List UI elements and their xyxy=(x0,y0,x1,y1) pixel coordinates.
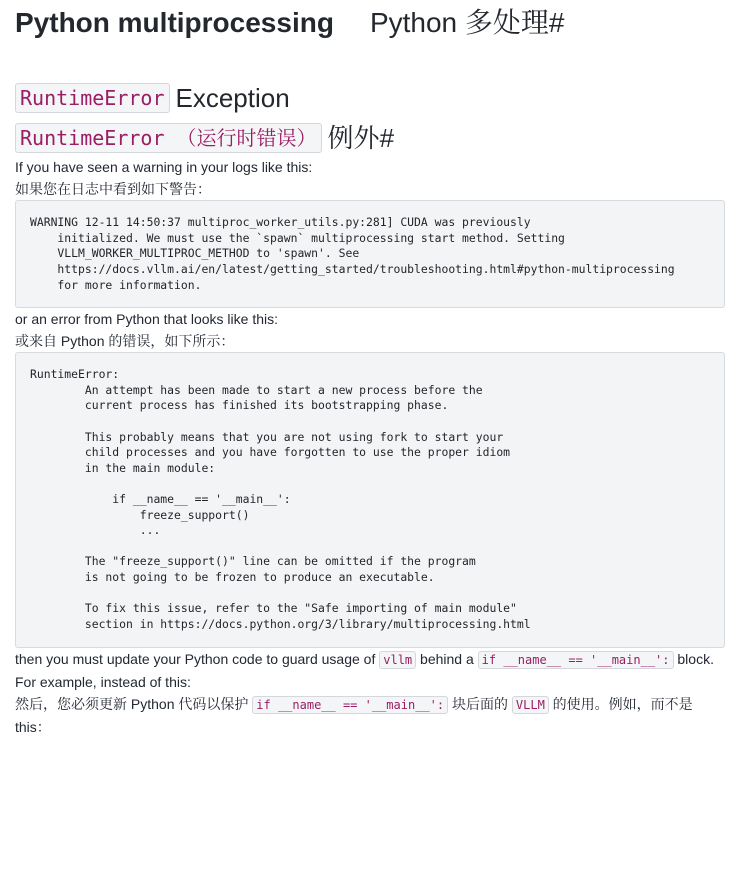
section-title-cn: 例外# xyxy=(327,123,395,154)
inline-code-main-guard-cn: if __name__ == '__main__': xyxy=(252,696,448,714)
paragraph-guard-instruction-cn: 然后，您必须更新 Python 代码以保护 if __name__ == '__main__': 块后面的 VLLM 的使用。例如，而不是 this： xyxy=(15,696,693,736)
inline-code-vllm-cn: VLLM xyxy=(512,696,549,714)
page-title-en: Python multiprocessing xyxy=(15,7,334,38)
heading-anchor-link[interactable]: # xyxy=(548,7,565,38)
paragraph-warning-intro-cn: 如果您在日志中看到如下警告： xyxy=(15,181,211,198)
page-title-cn: Python 多处理 xyxy=(369,7,549,38)
section-heading-cn xyxy=(15,118,725,156)
runtime-error-code-label: RuntimeError xyxy=(15,83,170,113)
section-anchor-link[interactable]: # xyxy=(379,123,395,154)
page-title xyxy=(15,0,725,42)
section-heading-en xyxy=(15,78,725,116)
inline-code-main-guard: if __name__ == '__main__': xyxy=(478,651,674,669)
code-block-runtime-error: RuntimeError: An attempt has been made to start a new process before the current process has finished its bootstrapping phase. This probably means that you are not using fork to start your child processes and you have forgotten to use the proper idiom in the main module: if __name__ == '__main__': freeze_support() ... The "freeze_support()" line can be omitted if the program is not going to be frozen to produce an executable. To fix this issue, refer to the "Safe importing of main module" section in https://docs.python.org/3/library/multiprocessing.html xyxy=(15,352,725,648)
inline-code-vllm: vllm xyxy=(379,651,416,669)
paragraph-error-intro-cn: 或来自 Python 的错误，如下所示： xyxy=(15,333,235,350)
paragraph-guard-instruction-en: then you must update your Python code to guard usage of vllm behind a if __name__ == '__main__': block. For example, instead of this: xyxy=(15,651,714,691)
code-block-warning: WARNING 12-11 14:50:37 multiproc_worker_utils.py:281] CUDA was previously initialized. We must use the `spawn` multiprocessing start method. Setting VLLM_WORKER_MULTIPROC_METHOD to 'spawn'. See https://docs.vllm.ai/en/latest/getting_started/troubleshooting.html#python-multiprocessing for more information. xyxy=(15,200,725,308)
section-title-en: Exception xyxy=(175,83,290,114)
runtime-error-code-label-cn: RuntimeError （运行时错误） xyxy=(15,123,322,153)
paragraph-warning-intro-en: If you have seen a warning in your logs like this: xyxy=(15,159,313,176)
paragraph-error-intro-en: or an error from Python that looks like this: xyxy=(15,311,278,328)
